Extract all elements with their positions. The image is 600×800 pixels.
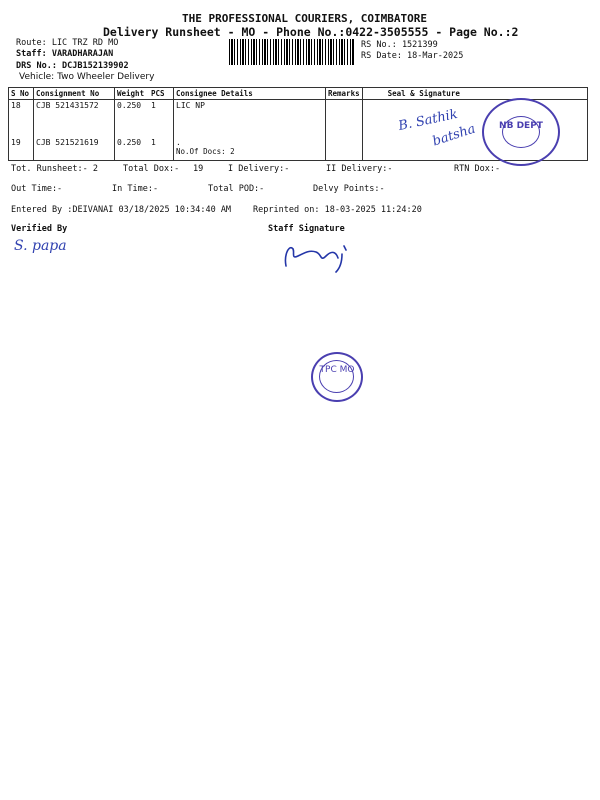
- barcode: [229, 39, 354, 65]
- cell-consignment: CJB 521431572: [34, 100, 115, 137]
- col-consignee: Consignee Details: [174, 88, 326, 100]
- entered-by: Entered By :DEIVANAI 03/18/2025 10:34:40 AM: [11, 205, 232, 215]
- cell-pcs: 1: [149, 137, 174, 161]
- company-title: THE PROFESSIONAL COURIERS, COIMBATORE: [182, 12, 428, 25]
- drs-number: DRS No.: DCJB152139902: [16, 61, 129, 71]
- total-dox-label: Total Dox:-: [123, 164, 180, 174]
- staff-signature-label: Staff Signature: [268, 224, 345, 234]
- lic-stamp: [482, 98, 560, 166]
- col-consignment: Consignment No: [34, 88, 115, 100]
- out-time: Out Time:-: [11, 184, 63, 194]
- rtn-dox: RTN Dox:-: [454, 164, 501, 174]
- cell-consignment: CJB 521521619: [34, 137, 115, 161]
- seal-signature-line2: batsha: [430, 121, 478, 150]
- staff-label: Staff: VARADHARAJAN: [16, 49, 114, 59]
- rs-date: RS Date: 18-Mar-2025: [361, 51, 464, 61]
- col-weight: Weight: [115, 88, 150, 100]
- runsheet-subtitle: Delivery Runsheet - MO - Phone No.:0422-3505555 - Page No.:2: [103, 25, 519, 39]
- table-header-row: [9, 88, 588, 100]
- vehicle-label: Vehicle: Two Wheeler Delivery: [19, 72, 155, 82]
- route-label: Route: LIC TRZ RD MO: [16, 38, 119, 48]
- lic-stamp-text: NB DEPT: [499, 121, 543, 131]
- delvy-points: Delvy Points:-: [313, 184, 385, 194]
- tpc-stamp-text: TPC MO: [319, 365, 355, 375]
- cell-weight: 0.250: [115, 137, 150, 161]
- consignee-value: .: [176, 137, 181, 147]
- col-remarks: Remarks: [326, 88, 363, 100]
- cell-sno: 18: [9, 100, 34, 137]
- verified-signature: S. papa: [14, 238, 67, 254]
- tpc-stamp: [311, 352, 363, 402]
- in-time: In Time:-: [112, 184, 159, 194]
- cell-remarks: [326, 100, 363, 137]
- col-sno: S No: [9, 88, 34, 100]
- verified-by-label: Verified By: [11, 224, 68, 234]
- cell-consignee: LIC NP: [174, 100, 326, 137]
- cell-pcs: 1: [149, 100, 174, 137]
- staff-signature-scribble: [276, 238, 366, 278]
- rs-number: RS No.: 1521399: [361, 40, 438, 50]
- reprinted-on: Reprinted on: 18-03-2025 11:24:20: [253, 205, 422, 215]
- ii-delivery: II Delivery:-: [326, 164, 393, 174]
- col-seal-signature: Seal & Signature: [362, 88, 587, 100]
- total-dox-value: 19: [193, 164, 204, 174]
- cell-sno: 19: [9, 137, 34, 161]
- seal-signature-line1: B. Sathik: [397, 106, 460, 135]
- no-of-docs: No.Of Docs: 2: [176, 146, 235, 156]
- cell-consignee: [174, 137, 326, 161]
- col-pcs: PCS: [149, 88, 174, 100]
- cell-remarks: [326, 137, 363, 161]
- i-delivery: I Delivery:-: [228, 164, 290, 174]
- cell-weight: 0.250: [115, 100, 150, 137]
- tot-runsheet: Tot. Runsheet:- 2: [11, 164, 98, 174]
- total-pod: Total POD:-: [208, 184, 265, 194]
